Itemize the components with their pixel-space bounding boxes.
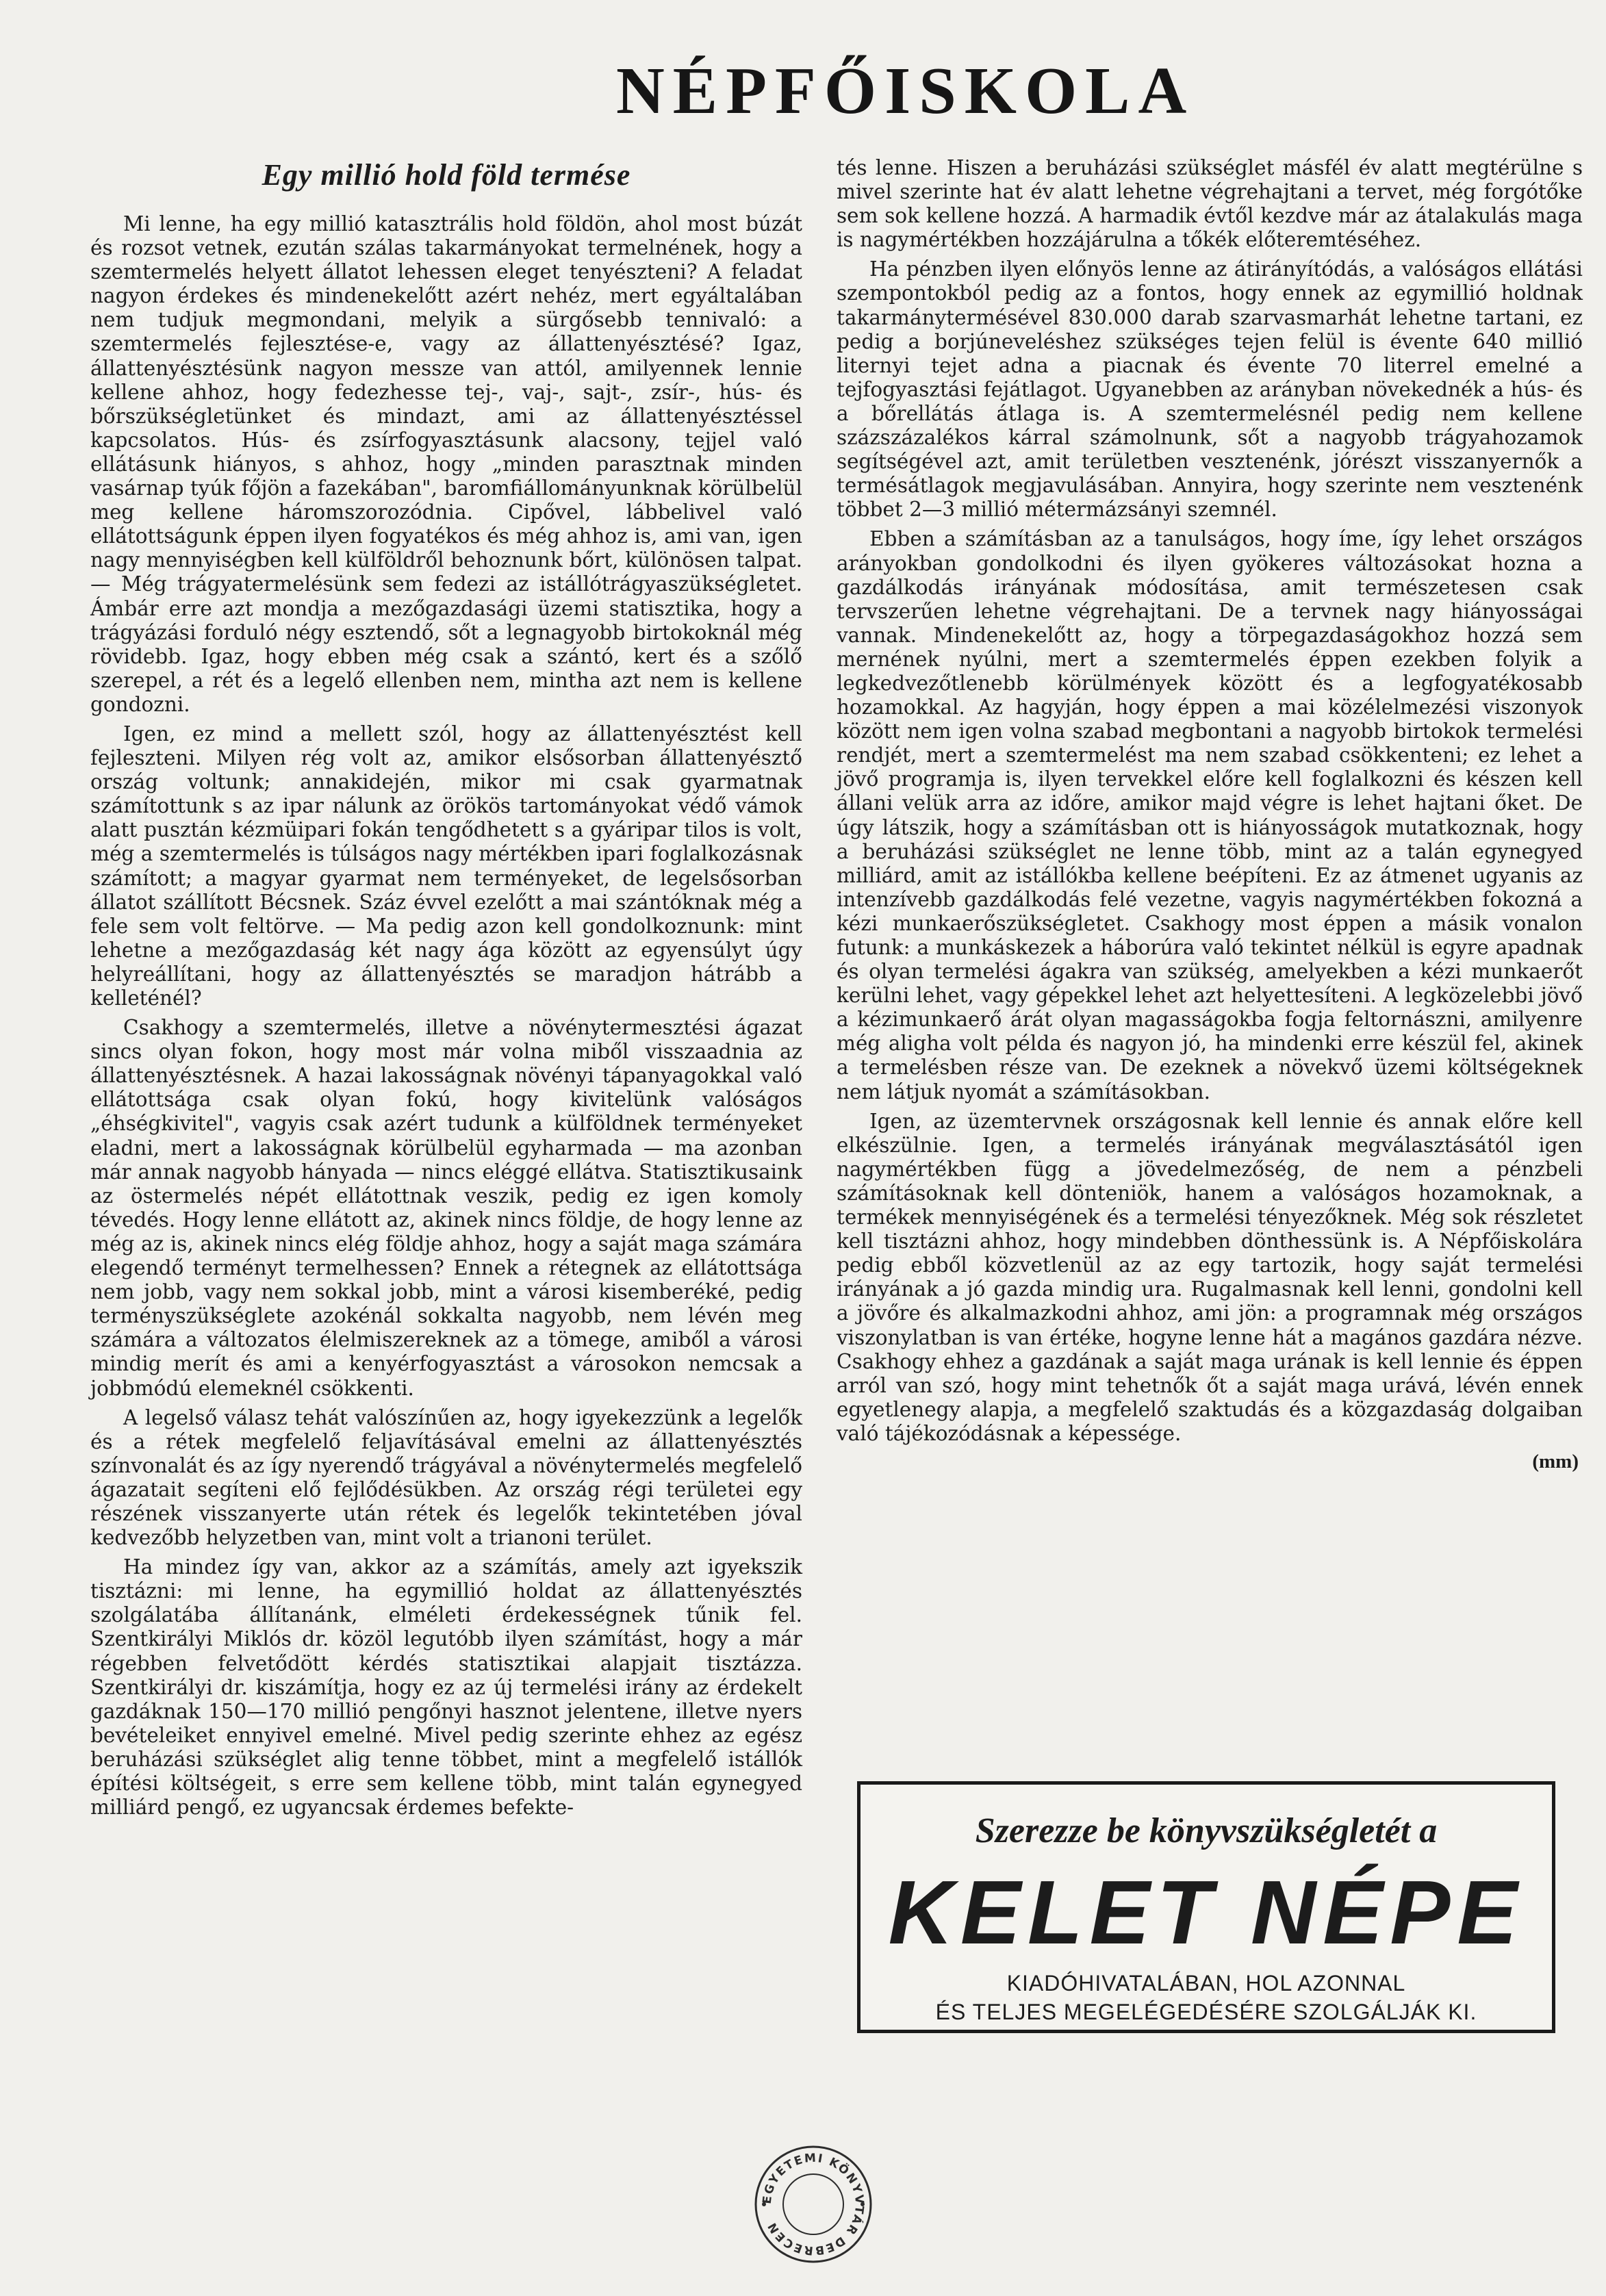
- advertisement-box: [857, 1781, 1555, 2033]
- article-left-column: [90, 156, 802, 1820]
- article-paragraph: A legelső válasz tehát valószínűen az, hogy igyekezzünk a legelők és a rétek megfelelő feljavításával emelni az állattenyésztés színvonalát és az így nyerendő trágyával a növénytermelés megfelelő ágazatait segíteni elő fejlődésükben. Az ország régi területei egy részének visszanyerte után rétek és legelők tekintetében jóval kedvezőbb helyzetben van, mint volt a trianoni terület.: [90, 1405, 802, 1550]
- ad-text-line: KIADÓHIVATALÁBAN, HOL AZONNAL: [1006, 1971, 1406, 1995]
- article-paragraph: Ebben a számításban az a tanulságos, hogy íme, így lehet országos arányokban gondolkodni és ilyen gyökeres változásokat hozna a gazdálkodás irányának módosítása, amit természetesen csak tervszerűen lehetne végrehajtani. De a tervnek nagy hiányosságai vannak. Mindenekelőtt az, hogy a törpegazdaságokhoz hozzá sem mernének nyúlni, mert a szemtermelés éppen ezekben folyik a legkedvezőtlenebb körülmények között és a legfogyatékosabb hozamokkal. Az hagyján, hogy éppen a mai közélelmezési viszonyok között nem igen volna szabad megbontani a nagyobb birtokok termelési rendjét, mert a szemtermelést ma nem szabad csökkenteni; ez lehet a jövő programja is, ilyen tervekkel előre kell foglalkozni és készen kell állani velük arra az időre, amikor majd végre is lehet hajtani őket. De úgy látszik, hogy a számításban ott is hiányosságok mutatkoznak, hogy a beruházási szükséglet ne lenne több, mint az a talán egynegyed milliárd, amit az istállókba kellene beépíteni. Ez az átmenet ugyanis az intenzívebb gazdálkodás felé vezetne, vagyis nagymértékben fokozná a kézi munkaerőszükségletet. Csakhogy most éppen a másik vonalon futunk: a munkáskezek a háborúra való tekintet nélkül is egyre apadnak és olyan termelési ágakra van szükség, amelyekben a kézi munkaerőt kerülni lehet, vagy gépekkel lehet azt helyettesíteni. A legközelebbi jövő a kézimunkaerő árát olyan magasságokba fogja feltornászni, amilyenre még aligha volt példa és nagyon jó, ha mindenki erre készül fel, akinek a termelésben része van. De ezeknek a növekvő üzemi költségeknek nem látjuk nyomát a számításokban.: [837, 527, 1583, 1104]
- article-paragraph: Mi lenne, ha egy millió katasztrális hold földön, ahol most búzát és rozsot vetnek, ezután szálas takarmányokat termelnének, hogy a szemtermelés helyett állatot lehessen eleget tenyészteni? A feladat nagyon érdekes és mindenekelőtt azért nehéz, mert egyáltalában nem tudjuk megmondani, melyik a sürgősebb tennivaló: a szemtermelés fejlesztése-e, vagy az állattenyésztésé? Igaz, állattenyésztésünk nagyon messze van attól, amilyennek lennie kellene ahhoz, hogy fedezhesse tej-, vaj-, sajt-, zsír-, hús- és bőrszükségletünket és mindazt, ami az állattenyésztéssel kapcsolatos. Hús- és zsírfogyasztásunk alacsony, tejjel való ellátásunk hiányos, s ahhoz, hogy „minden parasztnak minden vasárnap tyúk főjön a fazekában", baromfiállományunknak körülbelül meg kellene háromszorozódnia. Cipővel, lábbelivel való ellátottságunk éppen ilyen fogyatékos és még ahhoz is, ami van, igen nagy mennyiségben kell külföldről behoznunk bőrt, különösen talpat. — Még trágyatermelésünk sem fedezi az istállótrágyaszükségletet. Ámbár erre azt mondja a mezőgazdasági üzemi statisztika, hogy a trágyázási forduló négy esztendő, sőt a legnagyobb birtokoknál még rövidebb. Igaz, hogy ebben még csak a szántó, kert és a szőlő szerepel, a rét és a legelő ellenben nem, mintha azt nem is kellene gondozni.: [90, 212, 802, 716]
- svg-text:EGYETEMI KÖNYVTÁR DEBRECEN: [761, 2152, 867, 2258]
- article-paragraph: Ha pénzben ilyen előnyös lenne az átirányítódás, a valóságos ellátási szempontokból pedig az a fontos, hogy ennek az egymillió holdnak takarmánytermésével 830.000 darab szarvasmarhát lehetne tartani, ez pedig a borjúneveléshez szükséges tejen felül is évente 640 millió liternyi tejet adna a piacnak és évente 70 literrel emelné a tejfogyasztási fejátlagot. Ugyanebben az arányban növekednék a hús- és a bőrellátás átlaga is. A szemtermelésnél pedig nem kellene százszázalékos kárral számolnunk, sőt a nagyobb trágyahozamok segítségével azt, amit területben vesztenénk, jórészt visszanyernők a termésátlagok megjavulásában. Annyira, hogy szerinte nem vesztenénk többet 2—3 millió métermázsányi szemnél.: [837, 257, 1583, 522]
- article-right-column: [837, 156, 1583, 1473]
- article-signature: (mm): [1532, 1450, 1579, 1472]
- ad-brand-name: KELET NÉPE: [888, 1862, 1525, 1963]
- page-title: NÉPFŐISKOLA: [616, 54, 1195, 128]
- article-paragraph: Csakhogy a szemtermelés, illetve a növénytermesztési ágazat sincs olyan fokon, hogy most már volna miből visszaadnia az állattenyésztésnek. A hazai lakosságnak növényi tápanyagokkal való ellátottsága csak olyan fokú, hogy kivitelünk valóságos „éhségkivitel", vagyis csak azért tudunk a külföldnek terményeket eladni, mert a lakosságnak körülbelül egyharmada — ma azonban már annak nagyobb hányada — nincs eléggé ellátva. Statisztikusaink az östermelés népét ellátottnak veszik, pedig ez igen komoly tévedés. Hogy lenne ellátott az, akinek nincs földje, de hogy lenne az még az is, akinek nincs elég földje ahhoz, hogy a saját maga számára elegendő terményt termelhessen? Ennek a rétegnek az ellátottsága nem jobb, vagy nem sokkal jobb, mint a városi kisemberéké, pedig terményszükséglete azokénál sokkalta nagyobb, nem lévén meg számára a változatos élelmiszereknek az a tömege, amiből a városi mindig merít és ami a kenyérfogyasztást a városokon nemcsak a jobbmódú elemeknél csökkenti.: [90, 1016, 802, 1400]
- article-paragraph: tés lenne. Hiszen a beruházási szükséglet másfél év alatt megtérülne s mivel szerinte hat év alatt lehetne végrehajtani a tervet, még forgótőke sem sok kellene hozzá. A harmadik évtől kezdve már az átalakulás maga is nagymértékben hozzájárulna a tőkék előteremtéséhez.: [837, 156, 1583, 252]
- article-paragraph: Ha mindez így van, akkor az a számítás, amely azt igyekszik tisztázni: mi lenne, ha egymillió holdat az állattenyésztés szolgálatába állítanánk, elméleti érdekességnek tűnik fel. Szentkirályi Miklós dr. közöl legutóbb ilyen számítást, hogy a már régebben felvetődött kérdés statisztikai alapjait tisztázza. Szentkirályi dr. kiszámítja, hogy ez az új termelési irány az érdekelt gazdáknak 150—170 millió pengőnyi hasznot jelentene, illetve nyers bevételeiket ennyivel emelné. Mivel pedig szerinte ehhez az egész beruházási szükséglet alig tenne többet, mint a megfelelő istállók építési költségeit, s erre sem kellene több, mint talán egynegyed milliárd pengő, ez ugyancsak érdemes befekte-: [90, 1555, 802, 1820]
- article-paragraph: Igen, ez mind a mellett szól, hogy az állattenyésztést kell fejleszteni. Milyen rég volt az, amikor elsősorban állattenyésztő ország voltunk; annakidején, mikor mi csak gyarmatnak számítottunk s az ipar nálunk az örökös tartományokat védő vámok alatt pusztán kézmüipari fokán tengődhetett s a gyáripar tilos is volt, még a szemtermelés is túlságos nagy mértékben ipari foglalkozásnak számított; a magyar gyarmat nem terményeket, de legelsősorban állatot szállított Bécsnek. Száz évvel ezelőtt a mai szántóknak még a fele sem volt feltörve. — Ma pedig azon kell gondolkoznunk: mint lehetne a mezőgazdaság két nagy ága között az egyensúlyt úgy helyreállítani, hogy az állattenyésztés se maradjon hátrább a kelleténél?: [90, 722, 802, 1010]
- ad-tagline: Szerezze be könyvszükségletét a: [975, 1811, 1438, 1850]
- ad-text-line: ÉS TELJES MEGELÉGEDÉSÉRE SZOLGÁLJÁK KI.: [935, 2000, 1477, 2024]
- article-title: Egy millió hold föld termése: [262, 158, 631, 192]
- library-stamp-icon: [752, 2143, 875, 2266]
- article-paragraph: Igen, az üzemtervnek országosnak kell lennie és annak előre kell elkészülnie. Igen, a termelés irányának megválasztásától igen nagymértékben függ a jövedelmezőség, de nem a pénzbeli számításoknak kell dönteniök, hanem a valóságos hozamoknak, a termékek mennyiségének és a termelési tényezőknek. Még sok részletet kell tisztázni ahhoz, hogy mindebben dönthessünk is. A Népfőiskolára pedig ebből közvetlenül az az egy tartozik, hogy saját termelési irányának a jó gazda mindig ura. Rugalmasnak kell lenni, gondolni kell a jövőre és alkalmazkodni ahhoz, ami jön: a programnak még országos viszonylatban is van értéke, hogyne lenne hát a magános gazdára nézve. Csakhogy ehhez a gazdának a saját maga urának is kell lennie és éppen arról van szó, hogy mint tehetnők őt a saját maga urává, lévén ennek egyetlenegy alapja, a megfelelő szaktudás és a közgazdaság dolgaiban való tájékozódásnak a képessége.: [837, 1109, 1583, 1445]
- stamp-text: EGYETEMI KÖNYVTÁR DEBRECEN: [760, 2151, 867, 2258]
